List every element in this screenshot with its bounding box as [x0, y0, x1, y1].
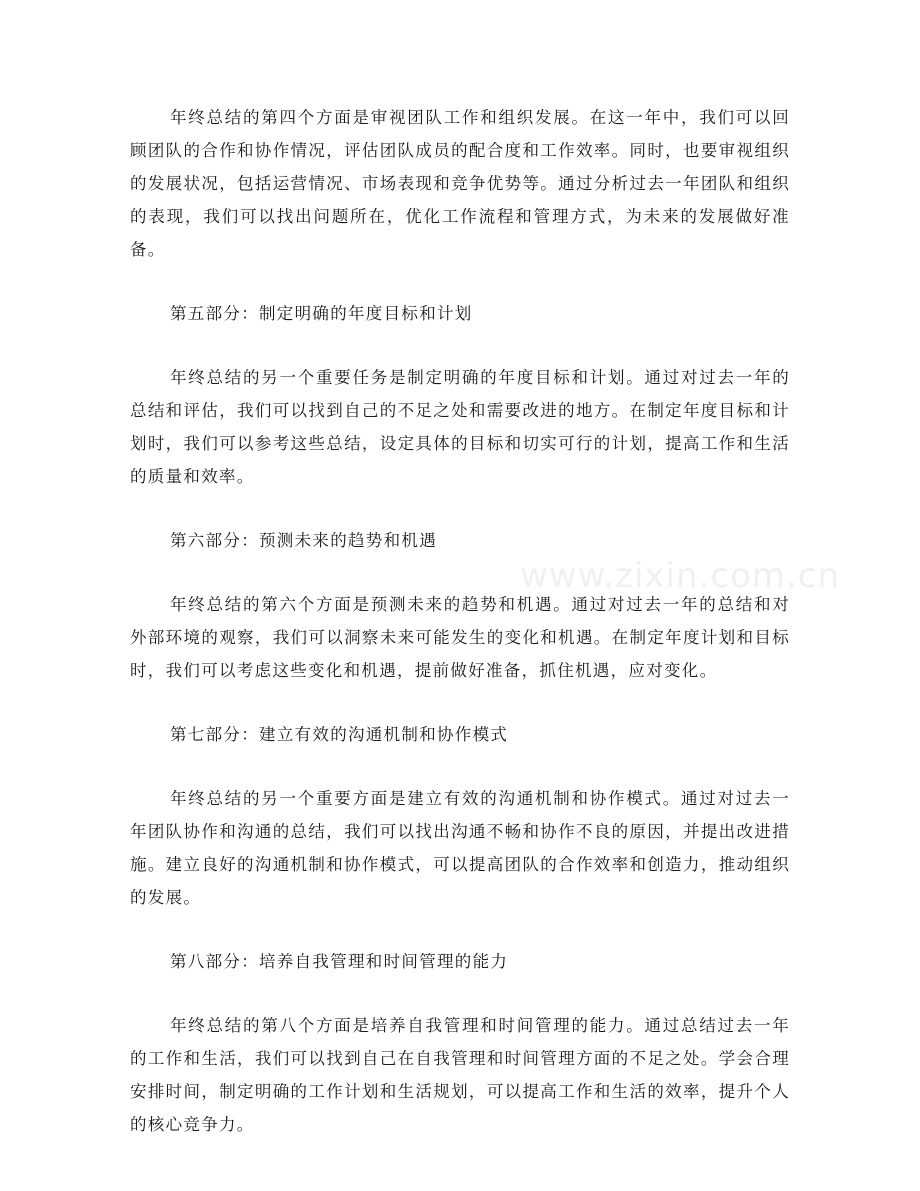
paragraph-section-6: 年终总结的第六个方面是预测未来的趋势和机遇。通过对过去一年的总结和对外部环境的观察，我们可以洞察未来可能发生的变化和机遇。在制定年度计划和目标时，我们可以考虑这些变化和机遇，提前做好准备，抓住机遇，应对变化。 [130, 595, 790, 680]
heading-section-7: 第七部分：建立有效的沟通机制和协作模式 [170, 725, 509, 744]
watermark-text: www.zixin.com.cn [520, 556, 840, 596]
heading-section-6: 第六部分：预测未来的趋势和机遇 [170, 531, 437, 550]
paragraph-section-8: 年终总结的第八个方面是培养自我管理和时间管理的能力。通过总结过去一年的工作和生活，我们可以找到自己在自我管理和时间管理方面的不足之处。学会合理安排时间，制定明确的工作计划和生活规划，可以提高工作和生活的效率，提升个人的核心竞争力。 [130, 1016, 790, 1134]
paragraph-section-5: 年终总结的另一个重要任务是制定明确的年度目标和计划。通过对过去一年的总结和评估，我们可以找到自己的不足之处和需要改进的地方。在制定年度目标和计划时，我们可以参考这些总结，设定具体的目标和切实可行的计划，提高工作和生活的质量和效率。 [130, 368, 790, 486]
paragraph-section-4: 年终总结的第四个方面是审视团队工作和组织发展。在这一年中，我们可以回顾团队的合作和协作情况，评估团队成员的配合度和工作效率。同时，也要审视组织的发展状况，包括运营情况、市场表现和竞争优势等。通过分析过去一年团队和组织的表现，我们可以找出问题所在，优化工作流程和管理方式，为未来的发展做好准备。 [130, 108, 790, 259]
document-body [130, 101, 790, 1172]
paragraph-section-7: 年终总结的另一个重要方面是建立有效的沟通机制和协作模式。通过对过去一年团队协作和沟通的总结，我们可以找出沟通不畅和协作不良的原因，并提出改进措施。建立良好的沟通机制和协作模式，可以提高团队的合作效率和创造力，推动组织的发展。 [130, 789, 790, 907]
heading-section-5: 第五部分：制定明确的年度目标和计划 [170, 304, 473, 323]
heading-section-8: 第八部分：培养自我管理和时间管理的能力 [170, 952, 509, 971]
